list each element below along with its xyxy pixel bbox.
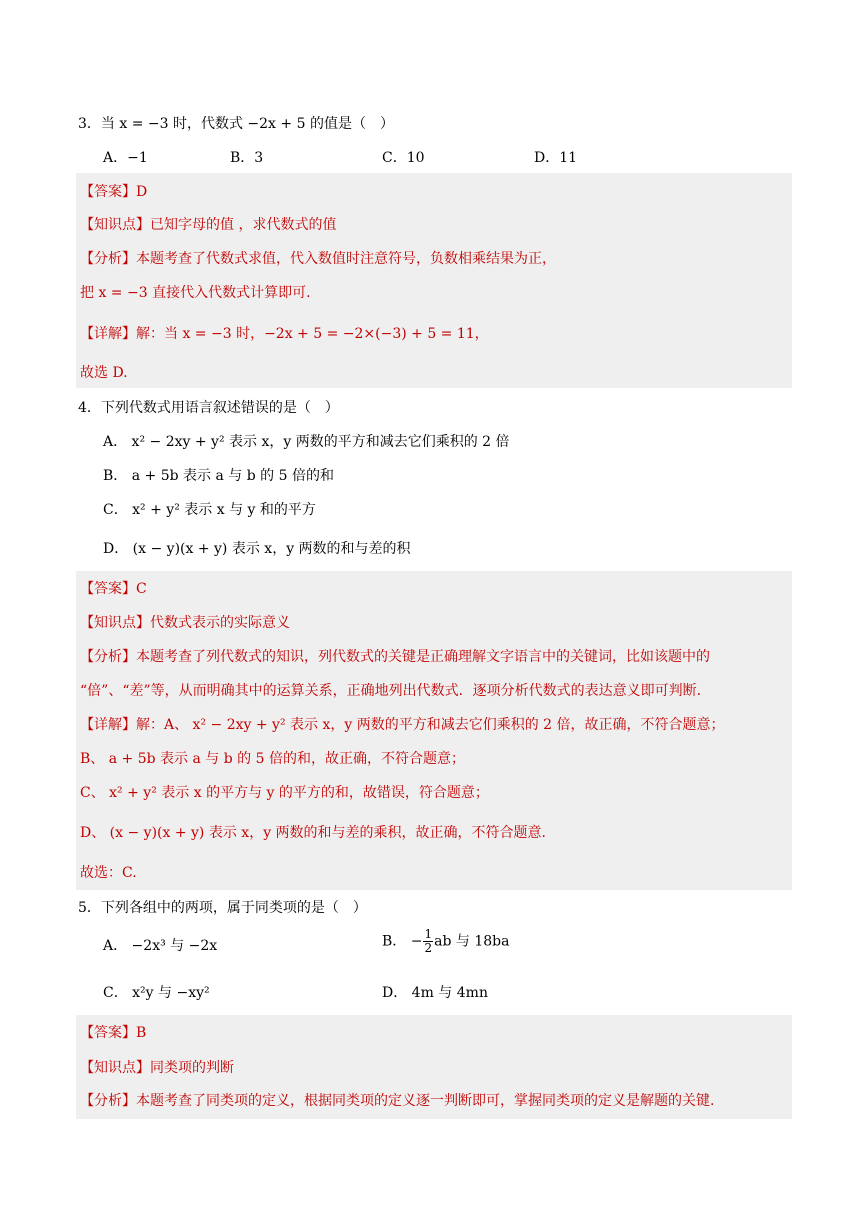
question-3-analysis-line-2: 把 x = −3 直接代入代数式计算即可.: [80, 285, 311, 301]
question-4-detail-line-d: D、 (x − y)(x + y) 表示 x，y 两数的和与差的乘积，故正确，不符合题意.: [80, 825, 546, 841]
question-5-answer: 【答案】B: [80, 1025, 147, 1041]
question-5-option-d: D． 4m 与 4mn: [382, 985, 488, 1001]
question-5-option-a: A． −2x³ 与 −2x: [103, 938, 218, 954]
question-3-option-b: B．3: [230, 150, 264, 166]
question-5-stem: 5．下列各组中的两项，属于同类项的是（ ）: [78, 900, 367, 916]
fraction-numerator: 1: [424, 927, 433, 941]
question-5-solution-box: [76, 1015, 792, 1119]
question-5-option-b-suffix: ab 与 18ba: [434, 933, 510, 950]
question-4-knowledge-point: 【知识点】代数式表示的实际意义: [80, 615, 290, 631]
question-3-option-a: A．−1: [103, 150, 148, 166]
fraction-denominator: 2: [424, 941, 433, 955]
question-4-option-b: B． a + 5b 表示 a 与 b 的 5 倍的和: [103, 468, 334, 484]
question-4-detail-line-c: C、 x² + y² 表示 x 的平方与 y 的平方的和，故错误，符合题意；: [80, 785, 489, 801]
question-4-analysis-line-2: “倍”、“差”等，从而明确其中的运算关系，正确地列出代数式．逐项分析代数式的表达意义即可判断.: [80, 683, 702, 699]
question-3-analysis-line-1: 【分析】本题考查了代数式求值，代入数值时注意符号，负数相乘结果为正，: [80, 251, 556, 267]
question-3-option-d: D．11: [534, 150, 578, 166]
question-4-stem: 4．下列代数式用语言叙述错误的是（ ）: [78, 400, 339, 416]
question-3-detail: 【详解】解：当 x = −3 时，−2x + 5 = −2×(−3) + 5 = 11，: [80, 326, 489, 342]
question-4-option-d: D． (x − y)(x + y) 表示 x，y 两数的和与差的积: [103, 541, 411, 557]
question-3-stem: 3．当 x = −3 时，代数式 −2x + 5 的值是（ ）: [78, 116, 394, 132]
question-5-knowledge-point: 【知识点】同类项的判断: [80, 1060, 234, 1076]
question-4-analysis-line-1: 【分析】本题考查了列代数式的知识，列代数式的关键是正确理解文字语言中的关键词，比如该题中的: [80, 649, 710, 665]
question-4-detail-line-b: B、 a + 5b 表示 a 与 b 的 5 倍的和，故正确，不符合题意；: [80, 751, 465, 767]
question-3-solution-box: [76, 173, 792, 388]
question-4-answer: 【答案】C: [80, 581, 147, 597]
question-4-option-a: A． x² − 2xy + y² 表示 x，y 两数的平方和减去它们乘积的 2 倍: [103, 434, 510, 450]
question-4-option-c: C． x² + y² 表示 x 与 y 和的平方: [103, 502, 316, 518]
question-4-detail-line-a: 【详解】解：A、 x² − 2xy + y² 表示 x，y 两数的平方和减去它们乘积的 2 倍，故正确，不符合题意；: [80, 717, 725, 733]
question-3-conclusion: 故选 D.: [80, 365, 128, 381]
fraction-one-half: [423, 928, 433, 955]
question-5-option-b: [382, 928, 509, 955]
question-5-option-b-prefix: B． −: [382, 933, 423, 950]
question-3-knowledge-point: 【知识点】已知字母的值 ，求代数式的值: [80, 217, 337, 233]
question-5-analysis: 【分析】本题考查了同类项的定义，根据同类项的定义逐一判断即可，掌握同类项的定义是解题的关键.: [80, 1093, 715, 1109]
question-3-answer: 【答案】D: [80, 184, 148, 200]
question-4-conclusion: 故选：C.: [80, 865, 137, 881]
question-3-option-c: C．10: [382, 150, 425, 166]
question-5-option-c: C． x²y 与 −xy²: [103, 985, 210, 1001]
question-4-solution-box: [76, 571, 792, 890]
